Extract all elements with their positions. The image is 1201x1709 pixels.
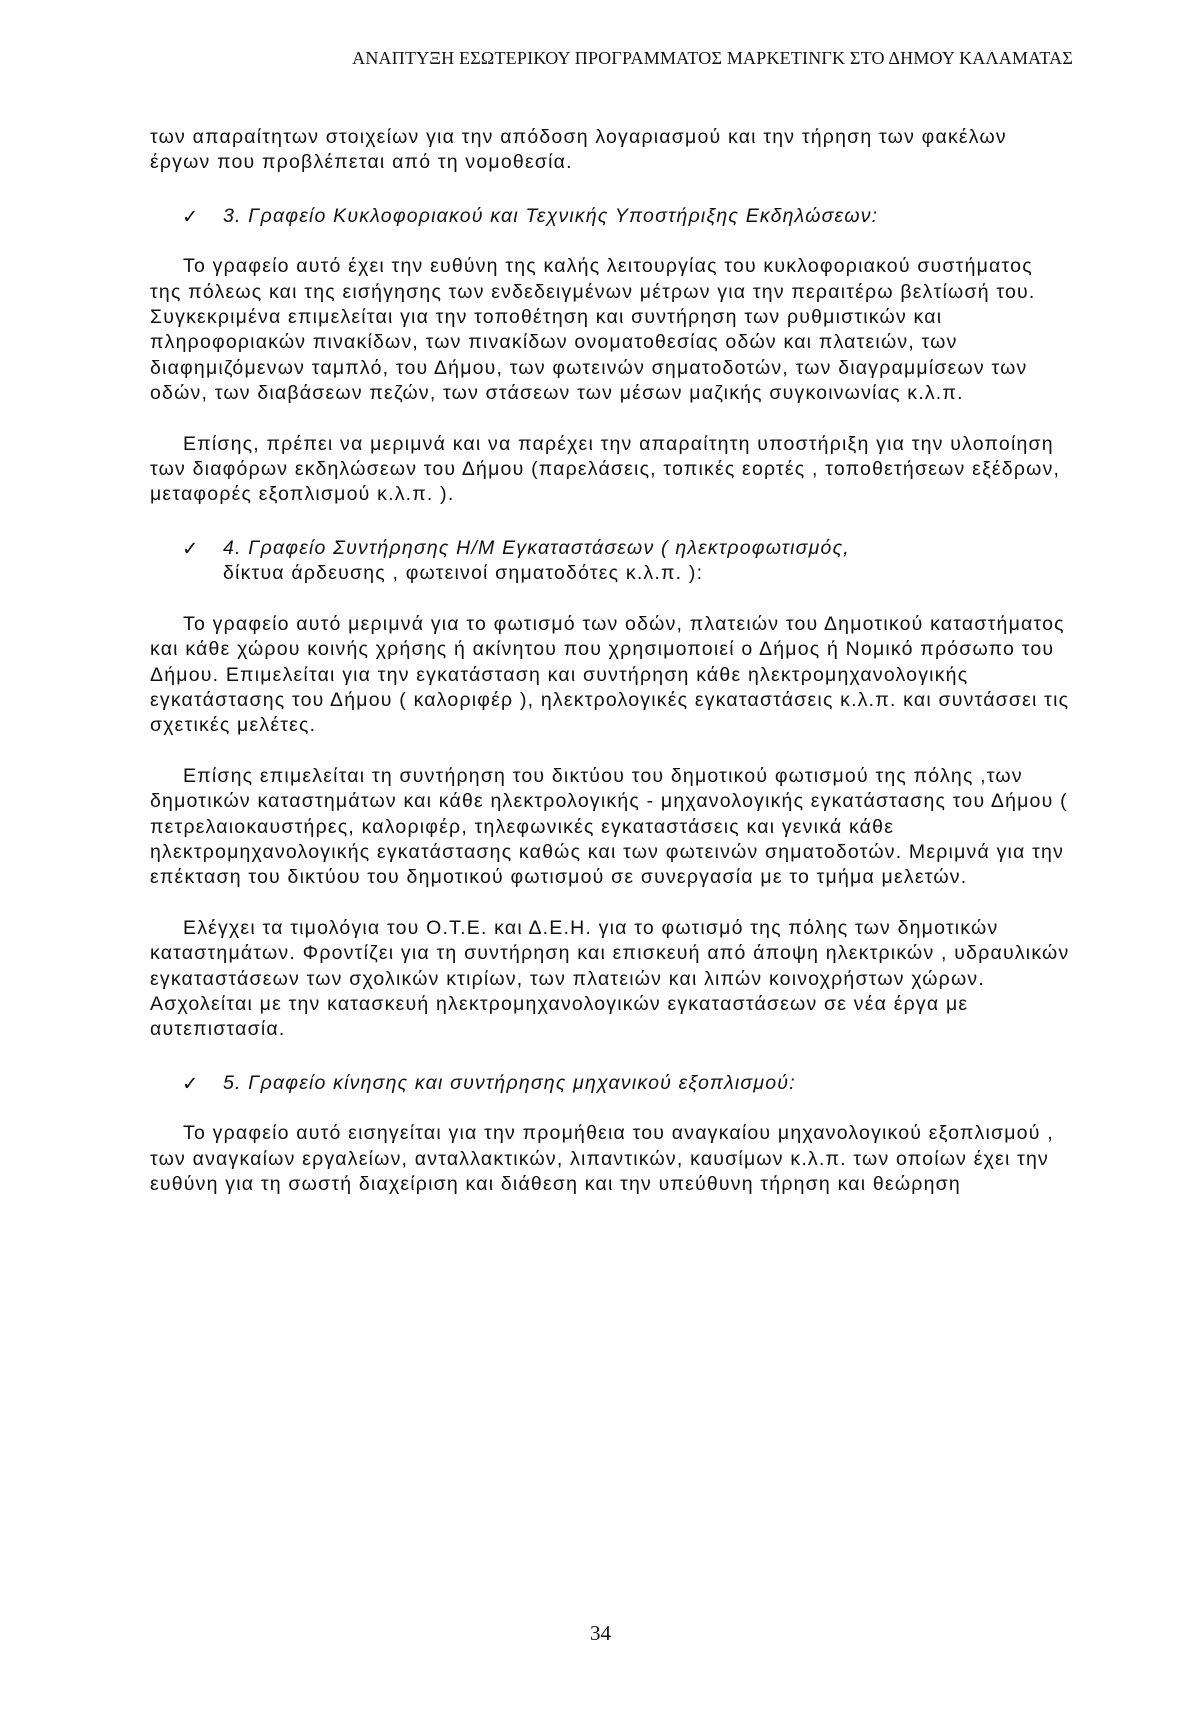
intro-paragraph: των απαραίτητων στοιχείων για την απόδοση λογαριασμού και την τήρηση των φακέλων έργων που προβλέπεται από τη νομοθεσία. xyxy=(150,126,1007,174)
section-4-heading-normal: δίκτυα άρδευσης , φωτεινοί σηματοδότες κ.λ.π. ): xyxy=(223,562,704,585)
section-5-heading xyxy=(150,1071,1070,1096)
checkmark-icon: ✓ xyxy=(182,204,200,228)
section-4-paragraph-1: Το γραφείο αυτό μεριμνά για το φωτισμό των οδών, πλατειών του Δημοτικού καταστήματος και κάθε χώρου κοινής χρήσης ή ακίνητου που χρησιμοποιεί ο Δήμος ή Νομικό πρόσωπο του Δήμου. Επιμελείται για την εγκατάσταση και συντήρηση κάθε ηλεκτρομηχανολογικής εγκατάστασης του Δήμου ( καλοριφέρ ), ηλεκτρολογικές εγκαταστάσεις κ.λ.π. και συντάσσει τις σχετικές μελέτες. xyxy=(150,612,1070,737)
section-3-heading-text: 3. Γραφείο Κυκλοφοριακού και Τεχνικής Υποστήριξης Εκδηλώσεων: xyxy=(223,204,879,227)
page-number: 34 xyxy=(590,1621,611,1645)
section-5-paragraph-1: Το γραφείο αυτό εισηγείται για την προμήθεια του αναγκαίου μηχανολογικού εξοπλισμού , των αναγκαίων εργαλείων, ανταλλακτικών, λιπαντικών, καυσίμων κ.λ.π. των οποίων έχει την ευθύνη για τη σωστή διαχείριση και διάθεση και την υπεύθυνη τήρηση και θεώρηση xyxy=(150,1122,1054,1195)
section-4-paragraph-2: Επίσης επιμελείται τη συντήρηση του δικτύου του δημοτικού φωτισμού της πόλης ,των δημοτικών καταστημάτων και κάθε ηλεκτρολογικής - μηχανολογικής εγκατάστασης του Δήμου ( πετρελαιοκαυστήρες, καλοριφέρ, τηλεφωνικές εγκαταστάσεις και γενικά κάθε ηλεκτρομηχανολογικής εγκατάστασης καθώς και των φωτεινών σηματοδοτών. Μεριμνά για την επέκταση του δικτύου του δημοτικού φωτισμού σε συνεργασία με το τμήμα μελετών. xyxy=(150,764,1068,889)
checkmark-icon: ✓ xyxy=(182,1071,200,1095)
section-4-heading-italic: 4. Γραφείο Συντήρησης Η/Μ Εγκαταστάσεων ( ηλεκτροφωτισμός, xyxy=(223,536,850,559)
running-header: ΑΝΑΠΤΥΞΗ ΕΣΩΤΕΡΙΚΟΥ ΠΡΟΓΡΑΜΜΑΤΟΣ ΜΑΡΚΕΤΙΝΓΚ ΣΤΟ ΔΗΜΟΥ ΚΑΛΑΜΑΤΑΣ xyxy=(352,48,1073,68)
section-3-heading xyxy=(150,204,1070,229)
section-4-paragraph-3: Ελέγχει τα τιμολόγια του Ο.Τ.Ε. και Δ.Ε.Η. για το φωτισμό της πόλης των δημοτικών καταστημάτων. Φροντίζει για τη συντήρηση και επισκευή από άποψη ηλεκτρικών , υδραυλικών εγκαταστάσεων των σχολικών κτιρίων, των πλατειών και λιπών κοινοχρήστων χώρων. Ασχολείται με την κατασκευή ηλεκτρομηχανολογικών εγκαταστάσεων σε νέα έργα με αυτεπιστασία. xyxy=(150,916,1070,1041)
section-3-paragraph-2: Επίσης, πρέπει να μεριμνά και να παρέχει την απαραίτητη υποστήριξη για την υλοποίηση των διαφόρων εκδηλώσεων του Δήμου (παρελάσεις, τοπικές εορτές , τοποθετήσεων εξέδρων, μεταφορές εξοπλισμού κ.λ.π. ). xyxy=(150,432,1061,506)
section-5-heading-text: 5. Γραφείο κίνησης και συντήρησης μηχανικού εξοπλισμού: xyxy=(223,1071,796,1094)
document-body xyxy=(150,125,1070,1197)
checkmark-icon: ✓ xyxy=(182,536,200,560)
section-4-heading xyxy=(150,536,1070,587)
section-3-paragraph-1: Το γραφείο αυτό έχει την ευθύνη της καλής λειτουργίας του κυκλοφοριακού συστήματος της πόλεως και της εισήγησης των ενδεδειγμένων μέτρων για την περαιτέρω βελτίωσή του. Συγκεκριμένα επιμελείται για την τοποθέτηση και συντήρηση των ρυθμιστικών και πληροφοριακών πινακίδων, των πινακίδων ονοματοθεσίας οδών και πλατειών, των διαφημιζόμενων ταμπλό, του Δήμου, των φωτεινών σηματοδοτών, των διαγραμμίσεων των οδών, των διαβάσεων πεζών, των στάσεων των μέσων μαζικής συγκοινωνίας κ.λ.π. xyxy=(150,255,1036,405)
